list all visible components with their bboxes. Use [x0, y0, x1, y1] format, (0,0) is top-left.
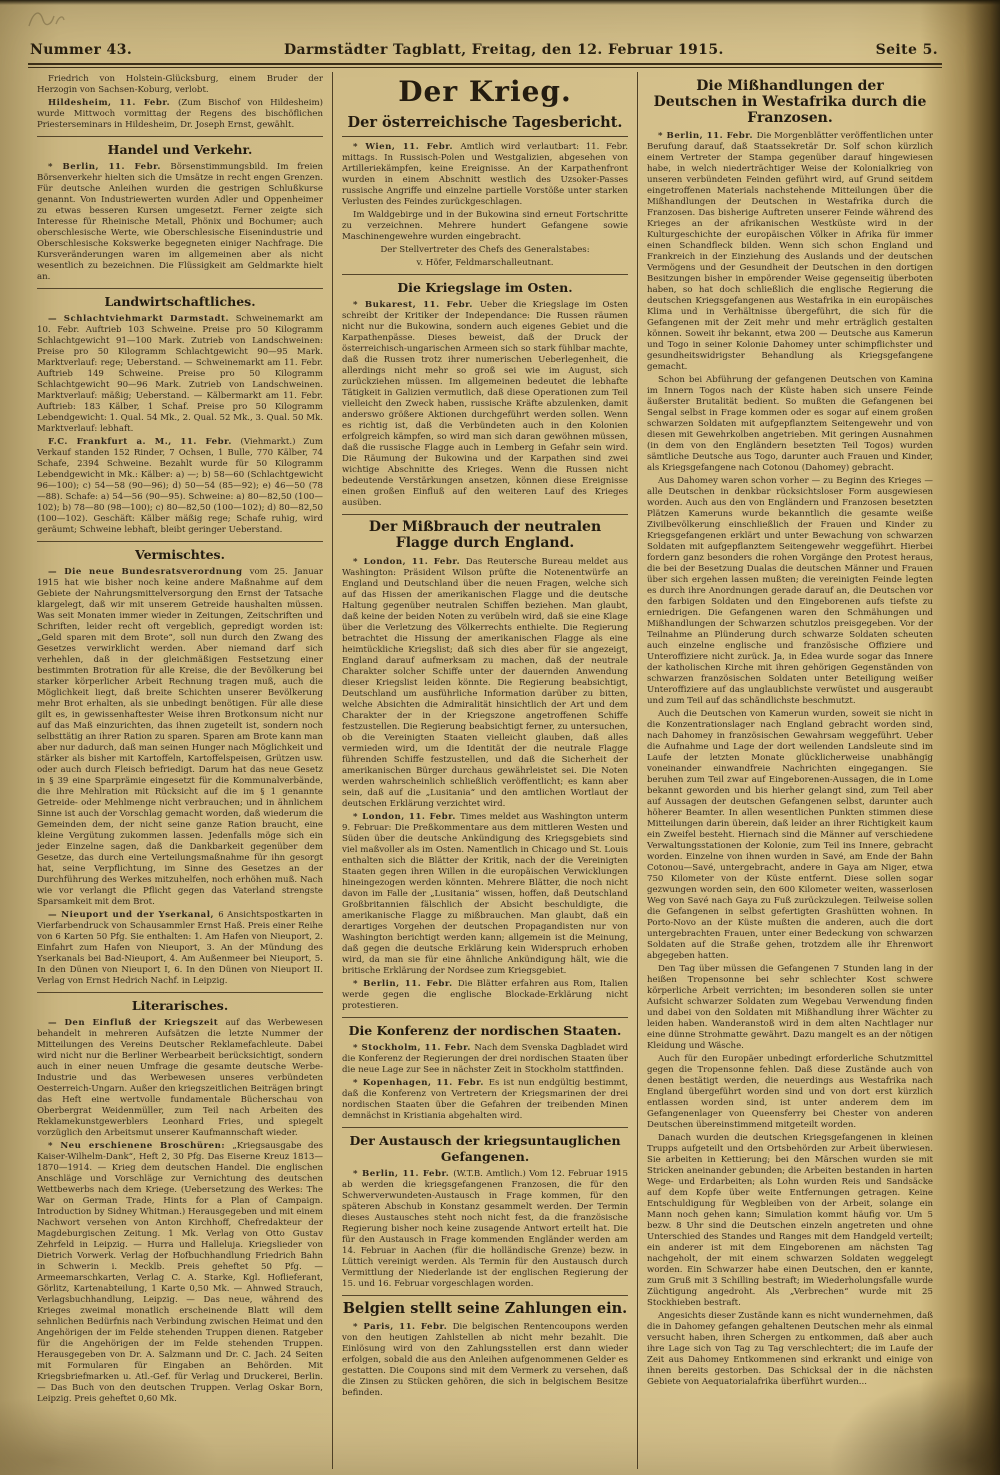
issue-number: Nummer 43.	[30, 42, 133, 58]
article-paragraph: Auch die Deutschen von Kamerun wurden, soweit sie nicht in die Konzentrationslager nach England gebracht worden sind, nach Dahomey in französischen Gewahrsam weggeführt. Ueber die Aufnahme und Lage der dort weilenden Landsleute sind im Laufe der letzten Monate glücklicherweise unabhängig voneinander einwandfreie Nachrichten eingegangen. Sie beruhen zum Teil zwar auf Eingeborenen-Aussagen, die in Lome bekannt geworden und bis hierher gelangt sind, zum Teil aber auf Aussagen der deutschen Gefangenen selbst, darunter auch höherer Beamter. In allen wesentlichen Punkten stimmen diese Mitteilungen darin überein, daß leider an ihrer Richtigkeit kaum ein Zweifel besteht. Hiernach sind die Männer auf verschiedene Verwaltungsstationen der Kolonie, zum Teil ins Innere, gebracht worden. Einzelne von ihnen wurden in Savé, am Ende der Bahn Cotonou—Savé, untergebracht, andere in Gaya am Niger, etwa 750 Kilometer von der Küste entfernt. Diese sollen sogar gezwungen worden sein, den 600 Kilometer weiten, wasserlosen Weg von Savé nach Gaya zu Fuß zurückzulegen. Teilweise sollen die Gefangenen in selbst gefertigten Grashütten wohnen. In Porto-Novo an der Küste mußten die anderen, auch die dort untergebrachten Frauen, unter einer Bedeckung von schwarzen Soldaten auf die Straße gehen, trotzdem alle ihr Ehrenwort abgegeben hatten.	[647, 709, 933, 962]
article-columns	[28, 72, 942, 1469]
dateline-lead: — Die neue Bundesratsverordnung	[48, 567, 250, 577]
dateline-lead: * Berlin, 11. Febr.	[353, 978, 458, 989]
article-paragraph: * Berlin, 11. Febr. Die Morgenblätter veröffentlichen unter Berufung darauf, daß Staatssekretär Dr. Solf schon kürzlich einem Vertreter der Stampa gegenüber darauf hingewiesen habe, in welch niederträchtiger Weise der Kolonialkrieg von unseren verbündeten Feinden geführt wird, auf Grund seitdem eingetroffenen Materials nachstehende Mitteilungen über die Mißhandlungen der Deutschen in Westafrika durch die Franzosen. Das bisherige Auftreten unserer Feinde während des Krieges an der afrikanischen Westküste wird in der Kulturgeschichte der europäischen Völker in Afrika für immer einen Schandfleck bilden. Wenn sich schon England und Frankreich in der Einziehung des Auslands und der deutschen Vermögens und der Gesundheit der Deutschen in den dortigen Besitzungen bisher in empörender Weise gegenseitig überboten haben, so hat doch schließlich die englische Regierung die deutschen Kriegsgefangenen aus Westafrika in ein europäisches Klima und in Verhältnisse übergeführt, die sich für die Gefangenen mit der Zeit mehr und mehr erträglich gestalten können. Soweit ihr bekannt, etwa 200 — Deutsche aus Kamerun und Togo in seiner Kolonie Dahomey unter schimpflichster und gesundheitswidrigster Behandlung als Kriegsgefangene gemacht.	[647, 131, 934, 373]
page-number: Seite 5.	[875, 42, 938, 58]
article-paragraph: * Berlin, 11. Febr. Börsenstimmungsbild. Im freien Börsenverkehr hielten sich die Umsätze in recht engen Grenzen. Für deutsche Anleihen wurden die gestrigen Schlußkurse genannt. Von Industriewerten wurden Adler und Oppenheimer zu etwas besseren Kursen umgesetzt. Ferner zeigte sich Interesse für Rheinische Metall, Phönix und Bochumer; auch oberschlesische Werte, wie Oberschlesische Eisenindustrie und Oberschlesische Kokswerke begegneten einiger Nachfrage. Die Kursveränderungen waren im allgemeinen aber als nicht wesentlich zu bezeichnen. Die Flüssigkeit am Geldmarkte hielt an.	[37, 162, 323, 282]
article-headline: Literarisches.	[131, 998, 229, 1013]
article-headline: Der Mißbrauch der neutralen Flagge durch England.	[368, 519, 602, 552]
article-separator	[37, 541, 323, 542]
article-paragraph: * London, 11. Febr. Das Reutersche Bureau meldet aus Washington: Präsident Wilson prüfte die Notenentwürfe an England und Deutschland über die neuen Fragen, welche sich auf das Hissen der amerikanischen Flagge und die deutsche Haltung gegenüber neutralen Schiffen beziehen. Man glaubt, daß keine der beiden Noten zu verübeln wird, daß sie eine Klage über die Verletzung des Völkerrechts enthielte. Die Regierung betrachtet die Hissung der amerikanischen Flagge als eine heimtückliche Kriegslist; daß sich dies aber für sie angezeigt, England darauf aufmerksam zu machen, daß der neutrale Charakter solcher Schiffe unter der dauernden Anwendung dieser Kriegslist leiden könnte. Die Regierung beabsichtigt, Deutschland um ausführliche Information darüber zu bitten, welche Absichten die Admiralität hinsichtlich der Art und dem Charakter der in der Kriegszone angetroffenen Schiffe festzustellen. Die Regierung beabsichtigt ferner, zu untersuchen, ob die Vereinigten Staaten vielleicht glauben, daß alles vermieden wird, um die Identität der die neutrale Flagge führenden Schiffe festzustellen, und daß die Sicherheit der amerikanischen Bürger durchaus gewährleistet sei. Die Noten werden wahrscheinlich schließlich veröffentlicht; es kann aber sein, daß auf die „Lusitania“ und den amtlichen Wortlaut der deutschen Erklärung verzichtet wird.	[342, 556, 628, 809]
article-headline: Die Konferenz der nordischen Staaten.	[348, 1022, 622, 1038]
dateline-lead: * Berlin, 11. Febr.	[658, 131, 757, 142]
article-paragraph: Angesichts dieser Zustände kann es nicht wundernehmen, daß die in Dahomey gefangen gehaltenen Deutschen mehr als einmal versucht haben, ihren Schergen zu entkommen, daß aber auch ihre Lage sich von Tag zu Tag verschlechtert; die im Laufe der Zeit aus Dahomey Entkommenen sind erkrankt und einige von ihnen bereits gestorben. Das Schicksal der in die nächsten Gebiete von Aequatorialafrika überführt wurden...	[647, 1311, 933, 1388]
article-headline: Vermischtes.	[135, 547, 225, 562]
signature-line: Der Stellvertreter des Chefs des Generalstabes:	[380, 245, 590, 256]
article-paragraph: Hildesheim, 11. Febr. (Zum Bischof von Hildesheim) wurde Mittwoch vormittag der Regens des bischöflichen Priesterseminars in Hildesheim, Dr. Joseph Ernst, gewählt.	[37, 98, 323, 130]
article-headline: Der österreichische Tagesbericht.	[342, 114, 628, 138]
article-paragraph: — Nieuport und der Yserkanal, 6 Ansichtspostkarten in Vierfarbendruck von Schausammler Ernst Haß. Preis einer Reihe von 6 Karten 50 Pfg. Sie enthalten: 1. Am Hafen von Nieuport, 2. Einfahrt zum Hafen von Nieuport, 3. An der Mündung des Yserkanals bei Bad-Nieuport, 4. Am Außenmeer bei Nieuport, 5. In den Dünen von Nieuport I, 6. In den Dünen von Nieuport II. Verlag von Ernst Hedrich Nachf. in Leipzig.	[37, 910, 323, 986]
article-paragraph: * Kopenhagen, 11. Febr. Es ist nun endgültig bestimmt, daß die Konferenz von Vertretern der Kriegsmarinen der drei nordischen Staaten über die Gefahren der treibenden Minen demnächst in Kristiania abgehalten wird.	[342, 1077, 628, 1121]
article-headline: Die Mißhandlungen der Deutschen in Westafrika durch die Franzosen.	[653, 78, 927, 127]
article-separator	[342, 1017, 628, 1018]
article-headline: Der Austausch der kriegsuntauglichen Gefangenen.	[349, 1132, 621, 1164]
article-paragraph: * Stockholm, 11. Febr. Nach dem Svenska Dagbladet wird die Konferenz der Regierungen der drei nordischen Staaten über die neue Lage zur See in nächster Zeit in Stockholm stattfinden.	[342, 1042, 628, 1075]
article-paragraph: Den Tag über müssen die Gefangenen 7 Stunden lang in der heißen Tropensonne bei sehr schlechter Kost schwere körperliche Arbeit verrichten; im besonderen sollen sie unter Aufsicht schwarzer Soldaten zum Wegebau Verwendung finden und dabei von den Soldaten mit Mißhandlung ihrer Wächter zu leiden haben. Wanderanstoß wird in dem alten Nachtlager nur eine dünne Strohmatte gewährt. Dazu mangelt es an der nötigen Kleidung und Wäsche.	[647, 964, 933, 1052]
pencil-mark	[26, 6, 66, 36]
article-headline: Belgien stellt seine Zahlungen ein.	[342, 1299, 628, 1317]
article-separator	[342, 1295, 628, 1296]
article-headline: Der Krieg.	[398, 75, 572, 108]
dateline-lead: * Paris, 11. Febr.	[353, 1322, 453, 1333]
dateline-lead: — Nieuport und der Yserkanal,	[48, 910, 219, 920]
article-paragraph: * London, 11. Febr. Times meldet aus Washington unterm 9. Februar: Die Preßkommentare aus dem mittleren Westen und Süden über die deutsche Ankündigung des Kriegsgebiets sind viel maßvoller als im Osten. Namentlich in Chicago und St. Louis enthalten sich die Blätter der Kritik, nach der die Vereinigten Staaten gegen ihren Willen in die europäischen Verwicklungen hineingezogen werden könnten. Mehrere Blätter, die noch nicht davon im Falle der „Lusitania“ wissen, hoffen, daß Deutschland Großbritannien fälschlich der Absicht beschuldigte, die amerikanische Flagge zu mißbrauchen. Man glaubt, daß ein derartiges Vorgehen der deutschen Propagandisten nur von Washington berichtigt werden kann; allgemein ist die Meinung, daß gegen die deutsche Erklärung kein Widerspruch erhoben wird, da man sie für eine ähnliche Ankündigung hält, wie die britische Erklärung der Nordsee zum Kriegsgebiet.	[342, 811, 628, 976]
article-separator	[37, 288, 323, 289]
column-right	[637, 72, 942, 1469]
article-paragraph: Aus Dahomey waren schon vorher — zu Beginn des Krieges — alle Deutschen in denkbar rücksichtsloser Form ausgewiesen worden. Auch aus den von Engländern und Franzosen besetzten Plätzen Kameruns wurde bekanntlich die gesamte weiße Zivilbevölkerung einschließlich der Frauen und Kinder zu Kriegsgefangenen erklärt und unter Bewachung von schwarzen Soldaten mit aufgepflanztem Seitengewehr weggeführt. Hierbei fordern ganz besonders die rohen Vorgänge den Protest heraus, die bei der Besetzung Dualas die deutschen Männer und Frauen über sich ergehen lassen mußten; die vereinigten Feinde legten es durch ihre Anordnungen gerade darauf an, die Deutschen vor den farbigen Soldaten und den Eingeborenen aufs tiefste zu erniedrigen. Die Gefangenen waren den Schmähungen und Mißhandlungen der Schwarzen schutzlos preisgegeben. Vor der Teilnahme an Plünderung durch schwarze Soldaten scheuten auch einzelne englische und französische Offiziere und Unteroffiziere nicht zurück. Ja, in Edea wurde sogar das Innere der katholischen Kirche mit ihren gehörigen Gegenständen von schwarzen französischen Soldaten unter Beteiligung weißer Unteroffiziere auf das unglaublichste verwüstet und ausgeraubt und zum Teil auf das schändlichste beschmutzt.	[647, 476, 933, 707]
article-paragraph: * Paris, 11. Febr. Die belgischen Rentencoupons werden von den heutigen Zahlstellen ab nicht mehr bezahlt. Die Einlösung wird von den Zahlungsstellen erst dann wieder erfolgen, sobald die aus den Anleihen aufgenommenen Gelder es gestatten. Die Coupons sind mit dem Vermerk zu versehen, daß die Zinsen zu Stücken gehören, die sich in belgischem Besitze befinden.	[342, 1322, 628, 1399]
dateline-lead: * Kopenhagen, 11. Febr.	[353, 1077, 489, 1088]
article-paragraph: F.C. Frankfurt a. M., 11. Febr. (Viehmarkt.) Zum Verkauf standen 152 Rinder, 7 Ochsen, 1 Bulle, 770 Kälber, 74 Schafe, 2394 Schweine. Bezahlt wurde für 50 Kilogramm Lebendgewicht in Mk.: Kälber: a) —; b) 58—60 (Schlachtgewicht 96—100); c) 54—58 (90—96); d) 50—54 (85—92); e) 46—50 (78—88). Schafe: a) 54—56 (90—95). Schweine: a) 80—82,50 (100—102); b) 78—80 (98—100); c) 80—82,50 (100—102); d) 80—82,50 (100—102). Geschäft: Kälber mäßig rege; Schafe ruhig, wird geräumt; Schweine lebhaft, bleibt geringer Ueberstand.	[37, 437, 323, 535]
article-separator	[342, 514, 628, 515]
article-paragraph: * Berlin, 11. Febr. Die Blätter erfahren aus Rom, Italien werde gegen die englische Blockade-Erklärung nicht protestieren.	[342, 978, 628, 1011]
dateline-lead: F.C. Frankfurt a. M., 11. Febr.	[48, 437, 241, 447]
article-paragraph: * Berlin, 11. Febr. (W.T.B. Amtlich.) Vom 12. Februar 1915 ab werden die kriegsgefangenen Franzosen, die für den Schwerverwundeten-Austausch in Frage kommen, für den späteren Abschub in Konstanz gesammelt werden. Der Termin dieses Austausches steht noch nicht fest, da die französische Regierung bisher noch keine zusagende Antwort erteilt hat. Die für den Austausch in Frage kommenden Engländer werden am 14. Februar in Aachen (für die holländische Grenze) bezw. in Lüttich vereinigt werden. Als Termin für den Austausch durch Vermittlung der Niederlande ist der englischen Regierung der 15. und 16. Februar vorgeschlagen worden.	[342, 1168, 628, 1289]
article-paragraph: — Die neue Bundesratsverordnung vom 25. Januar 1915 hat wie bisher noch keine andere Maßnahme auf dem Gebiete der Nahrungsmittelversorgung den Ernst der Tatsache klargelegt, daß wir mit unserem Getreide haushalten müssen. Was seit Monaten immer wieder in Zeitungen, Zeitschriften und Schriften, leider recht oft vergeblich, gepredigt worden ist: „Geld sparen mit dem Brote“, soll nun durch den Zwang des Gesetzes verwirklicht werden. Aber niemand darf sich verhehlen, daß in der gleichmäßigen Festsetzung einer bestimmten Brotration für alle Kreise, die der Bevölkerung bei starker körperlicher Arbeit Rechnung tragen muß, auch die Möglichkeit liegt, daß breite Schichten unserer Bevölkerung mehr Brot erhalten, als sie unbedingt benötigen. Für alle diese gilt es, in gewissenhaftester Weise ihren Brotkonsum nicht nur auf das Maß einzurichten, das ihnen zugeteilt ist, sondern noch selbsttätig an ihrer Ration zu sparen. Sparen am Brote kann man aber nur dadurch, daß man seinen Hunger nach Möglichkeit und stärker als bisher mit Kartoffeln, Kartoffelspeisen, Grützen usw. oder auch durch Fleisch befriedigt. Darum hat das neue Gesetz in § 39 eine Sparprämie eingesetzt für die Kommunalverbände, die ihre Mehlration mit Rücksicht auf die im § 1 genannte Getreide- oder Mehlmenge nicht verbrauchen; und in ähnlichem Sinne ist auch der Vorschlag gemacht worden, daß wiederum die Gemeinden dem, der nicht seine ganze Ration braucht, eine kleine Vergütung zukommen lassen. Jedenfalls möge sich ein jeder Einzelne sagen, daß die Dankbarkeit gegenüber dem Gesetze, das durch eine Verteilungsmaßnahme für ihn gesorgt hat, seine Verpflichtung, im Sinne des Gesetzes an der Durchführung des Werkes mitzuhelfen, noch erhöhen muß. Nach wie vor verlangt die Pflicht gegen das Vaterland strengste Sparsamkeit mit dem Brot.	[37, 567, 323, 907]
column-middle	[332, 72, 637, 1469]
article-paragraph: Im Waldgebirge und in der Bukowina sind erneut Fortschritte zu verzeichnen. Mehrere hundert Gefangene sowie Maschinengewehre wurden eingebracht.	[342, 210, 628, 243]
article-paragraph: Friedrich von Holstein-Glücksburg, einem Bruder der Herzogin von Sachsen-Koburg, verlobt.	[37, 74, 323, 95]
article-paragraph: * Neu erschienene Broschüren: „Kriegsausgabe des Kaiser-Wilhelm-Dank“, Heft 2, 30 Pfg. Das Eiserne Kreuz 1813—1870—1914. — Krieg dem deutschen Handel. Die englischen Anschläge und Vorschläge zur Vernichtung des deutschen Wettbewerbs nach dem Kriege. (Uebersetzung des Werkes: The War on German Trade, Hints for a Plan of Campaign. Introduction by Sidney Whitman.) Herausgegeben und mit einem Nachwort versehen von Anton Kirchhoff, Chefredakteur der Magdeburgischen Zeitung. 1 Mk. Verlag von Otto Gustav Zehrfeld in Leipzig. — Hurra und Halleluja. Kriegslieder von Dietrich Vorwerk. Verlag der Hofbuchhandlung Friedrich Bahn in Schwerin i. Mecklb. Preis geheftet 50 Pfg. — Armeemarschkarten, Verlag C. A. Starke, Kgl. Hoflieferant, Görlitz, Kartenabteilung, 1 Karte 0,50 Mk. — Ahnwed Strauch, Verlagsbuchhandlung, Leipzig. — Das neue, während des Krieges zweimal monatlich erscheinende Blatt will dem sehnlichen Bedürfnis nach Verbindung zwischen Heimat und den Angehörigen der im Felde stehenden Truppen dienen. Ratgeber für die Angehörigen der im Felde stehenden Truppen. Herausgegeben von Dr. A. Salzmann und Dr. C. Jach. 24 Seiten mit Formularen für Eingaben an Behörden. Mit Kriegsbriefmarken u. Atl.-Gef. für Verlag und Druckerei, Berlin. — Das Buch von den deutschen Truppen. Verlag Oskar Born, Leipzig. Preis geheftet 0,60 Mk.	[37, 1141, 323, 1404]
dateline-lead: * London, 11. Febr.	[353, 811, 461, 822]
article-paragraph: Danach wurden die deutschen Kriegsgefangenen in kleinen Trupps aufgeteilt und den Ortsbehörden zur Arbeit überwiesen. Sie arbeiten in Kettierung; bei den Märschen wurden sie mit Stricken aneinander gebunden; die Arbeiten bestanden in harten Wege- und Erdarbeiten; als Lohn wurden Reis und Sandsäcke auf dem Kopfe über weite Entfernungen getragen. Keine Entschuldigung für Wegbleiben von der Arbeit, solange ein Mann noch gehen kann; Simulation kommt häufig vor. Um 5 bezw. 8 Uhr sind die Deutschen einzeln angetreten und ohne Unterschied des Standes und Ranges mit dem Handgeld verteilt; ein anderer ist mit dem Eingeborenen am nächsten Tag nachgeholt, der mit einem schwarzen Soldaten weggelegt worden. Ein Schwarzer habe einen Deutschen, den er kannte, zum Gruß mit 3 Schilling bestraft; im Wiederholungsfalle wurde Züchtigung angedroht. Als „Verbrechen“ wurde mit 25 Stockhieben bestraft.	[647, 1133, 933, 1309]
dateline-lead: * London, 11. Febr.	[353, 556, 466, 567]
dateline-lead: * Wien, 11. Febr.	[353, 142, 461, 153]
article-paragraph: — Schlachtviehmarkt Darmstadt. Schweinemarkt am 10. Febr. Auftrieb 103 Schweine. Preise pro 50 Kilogramm Schlachtgewicht 91—100 Mark. Zutrieb von Landschweinen: Preise pro 50 Kilogramm Schlachtgewicht 90—95 Mark. Marktverlauf: rege; Ueberstand. — Schweinemarkt am 11. Febr. Auftrieb 149 Schweine. Preise pro 50 Kilogramm Schlachtgewicht 90—96 Mark. Zutrieb von Landschweinen. Marktverlauf: mäßig; Ueberstand. — Kälbermarkt am 11. Febr. Auftrieb: 183 Kälber, 1 Schaf. Preise pro 50 Kilogramm Lebendgewicht: 1. Qual. 54 Mk., 2. Qual. 52 Mk., 3. Qual. 50 Mk. Marktverlauf: lebhaft.	[37, 314, 323, 434]
article-paragraph: * Bukarest, 11. Febr. Ueber die Kriegslage im Osten schreibt der Kritiker der Independance: Die Russen räumen nicht nur die Bukowina, sondern auch eigenes Gebiet und die Karpathenpässe. Dieses beweist, daß der Druck der österreichisch-ungarischen Armeen sich so stark fühlbar machte, daß die Russen trotz ihrer numerischen Ueberlegenheit, die allerdings nicht mehr so groß sei wie im August, sich zurückziehen müssen. Im allgemeinen bedeutet die lebhafte Tätigkeit in Galizien vermutlich, daß diese Operationen zum Teil vielleicht den Zweck haben, russische Kräfte abzulenken, damit anderswo größere Aktionen durchgeführt werden sollen. Wenn es richtig ist, daß die Verbündeten auch in den Kolonien erfolgreich kämpfen, so wird man sich daran gewöhnen müssen, daß die russische Flagge auch in Lemberg in Gefahr sein wird. Die Räumung der Bukowina und der Karpathen sind zwei wichtige Abschnitte des Krieges. Wenn die Russen nicht bedeutende Verstärkungen ansetzen, können diese Ereignisse einen großen Einfluß auf den weiteren Lauf des Krieges ausüben.	[342, 300, 628, 509]
article-paragraph: Schon bei Abführung der gefangenen Deutschen von Kamina im Innern Togos nach der Küste haben sich unsere Feinde äußerster Brutalität bedient. So mußten die Gefangenen bei Sengal selbst in Frage kommen oder es sogar auf einem großen schwarzen Soldaten mit aufgepflanztem Seitengewehr und von diesen mit Gewehrkolben angetrieben. Mit geringen Ausnahmen (in dem von den Engländern besetzten Teil Togos) wurden sämtliche Deutsche aus Togo, darunter auch Frauen und Kinder, als Kriegsgefangene nach Cotonou (Dahomey) gebracht.	[647, 375, 933, 474]
header-rule	[28, 63, 942, 68]
page-header	[30, 42, 938, 58]
article-paragraph: * Wien, 11. Febr. Amtlich wird verlautbart: 11. Febr. mittags. In Russisch-Polen und Westgalizien, abgesehen von Artilleriekämpfen, keine Ereignisse. An der Karpathenfront wurden in einem Abschnitt westlich des Uzsoker-Passes russische Angriffe und einzelne partielle Vorstöße unter starken Verlusten des Feindes zurückgeschlagen.	[342, 142, 628, 208]
dateline-lead: * Neu erschienene Broschüren:	[48, 1141, 233, 1151]
dateline-lead: Hildesheim, 11. Febr.	[48, 98, 178, 108]
dateline-lead: — Schlachtviehmarkt Darmstadt.	[48, 314, 236, 324]
article-paragraph: — Den Einfluß der Kriegszeit auf das Werbewesen behandelt in mehreren Aufsätzen die letzte Nummer der Mitteilungen des Vereins Deutscher Reklamefachleute. Dabei wird nicht nur die Berliner Werbearbeit berücksichtigt, sondern auch in einer neuen Umfrage die gesamte deutsche Werbe-Industrie und das Werbewesen unseres verbündeten Oesterreich-Ungarn. Außer den kriegszeitlichen Beiträgen bringt das Heft eine wertvolle fundamentale Bücherschau von Oberbergrat Weidenmüller, zum Teil nach Arbeiten des Reklamekunstgewerblers Leonhard Fries, und spiegelt vorzüglich den Arbeitsmut unserer Kaufmannschaft wieder.	[37, 1018, 323, 1138]
dateline-lead: * Stockholm, 11. Febr.	[353, 1042, 475, 1053]
dateline-lead: * Berlin, 11. Febr.	[353, 1168, 454, 1179]
article-separator	[342, 1127, 628, 1128]
paper-title-dateline: Darmstädter Tagblatt, Freitag, den 12. Februar 1915.	[283, 42, 724, 58]
column-left	[28, 72, 332, 1469]
dateline-lead: — Den Einfluß der Kriegszeit	[48, 1018, 226, 1028]
article-headline: Handel und Verkehr.	[107, 142, 253, 157]
article-separator	[37, 136, 323, 137]
dateline-lead: * Bukarest, 11. Febr.	[353, 300, 480, 311]
article-paragraph: Auch für den Europäer unbedingt erforderliche Schutzmittel gegen die Tropensonne fehlen. Daß diese Zustände auch von denen bestätigt werden, die neuerdings aus Westafrika nach England übergeführt worden sind und von dort erst kürzlich entlassen worden sind, ist unter anderem dem im Gefangenenlager von Queensferry bei Chester von anderen Deutschen übereinstimmend mitgeteilt worden.	[647, 1054, 933, 1131]
article-headline: Die Kriegslage im Osten.	[397, 280, 573, 296]
dateline-lead: * Berlin, 11. Febr.	[48, 162, 171, 172]
article-separator	[37, 992, 323, 993]
signature-line: v. Höfer, Feldmarschalleutnant.	[416, 258, 554, 269]
article-headline: Landwirtschaftliches.	[104, 294, 256, 309]
article-separator	[342, 274, 628, 275]
